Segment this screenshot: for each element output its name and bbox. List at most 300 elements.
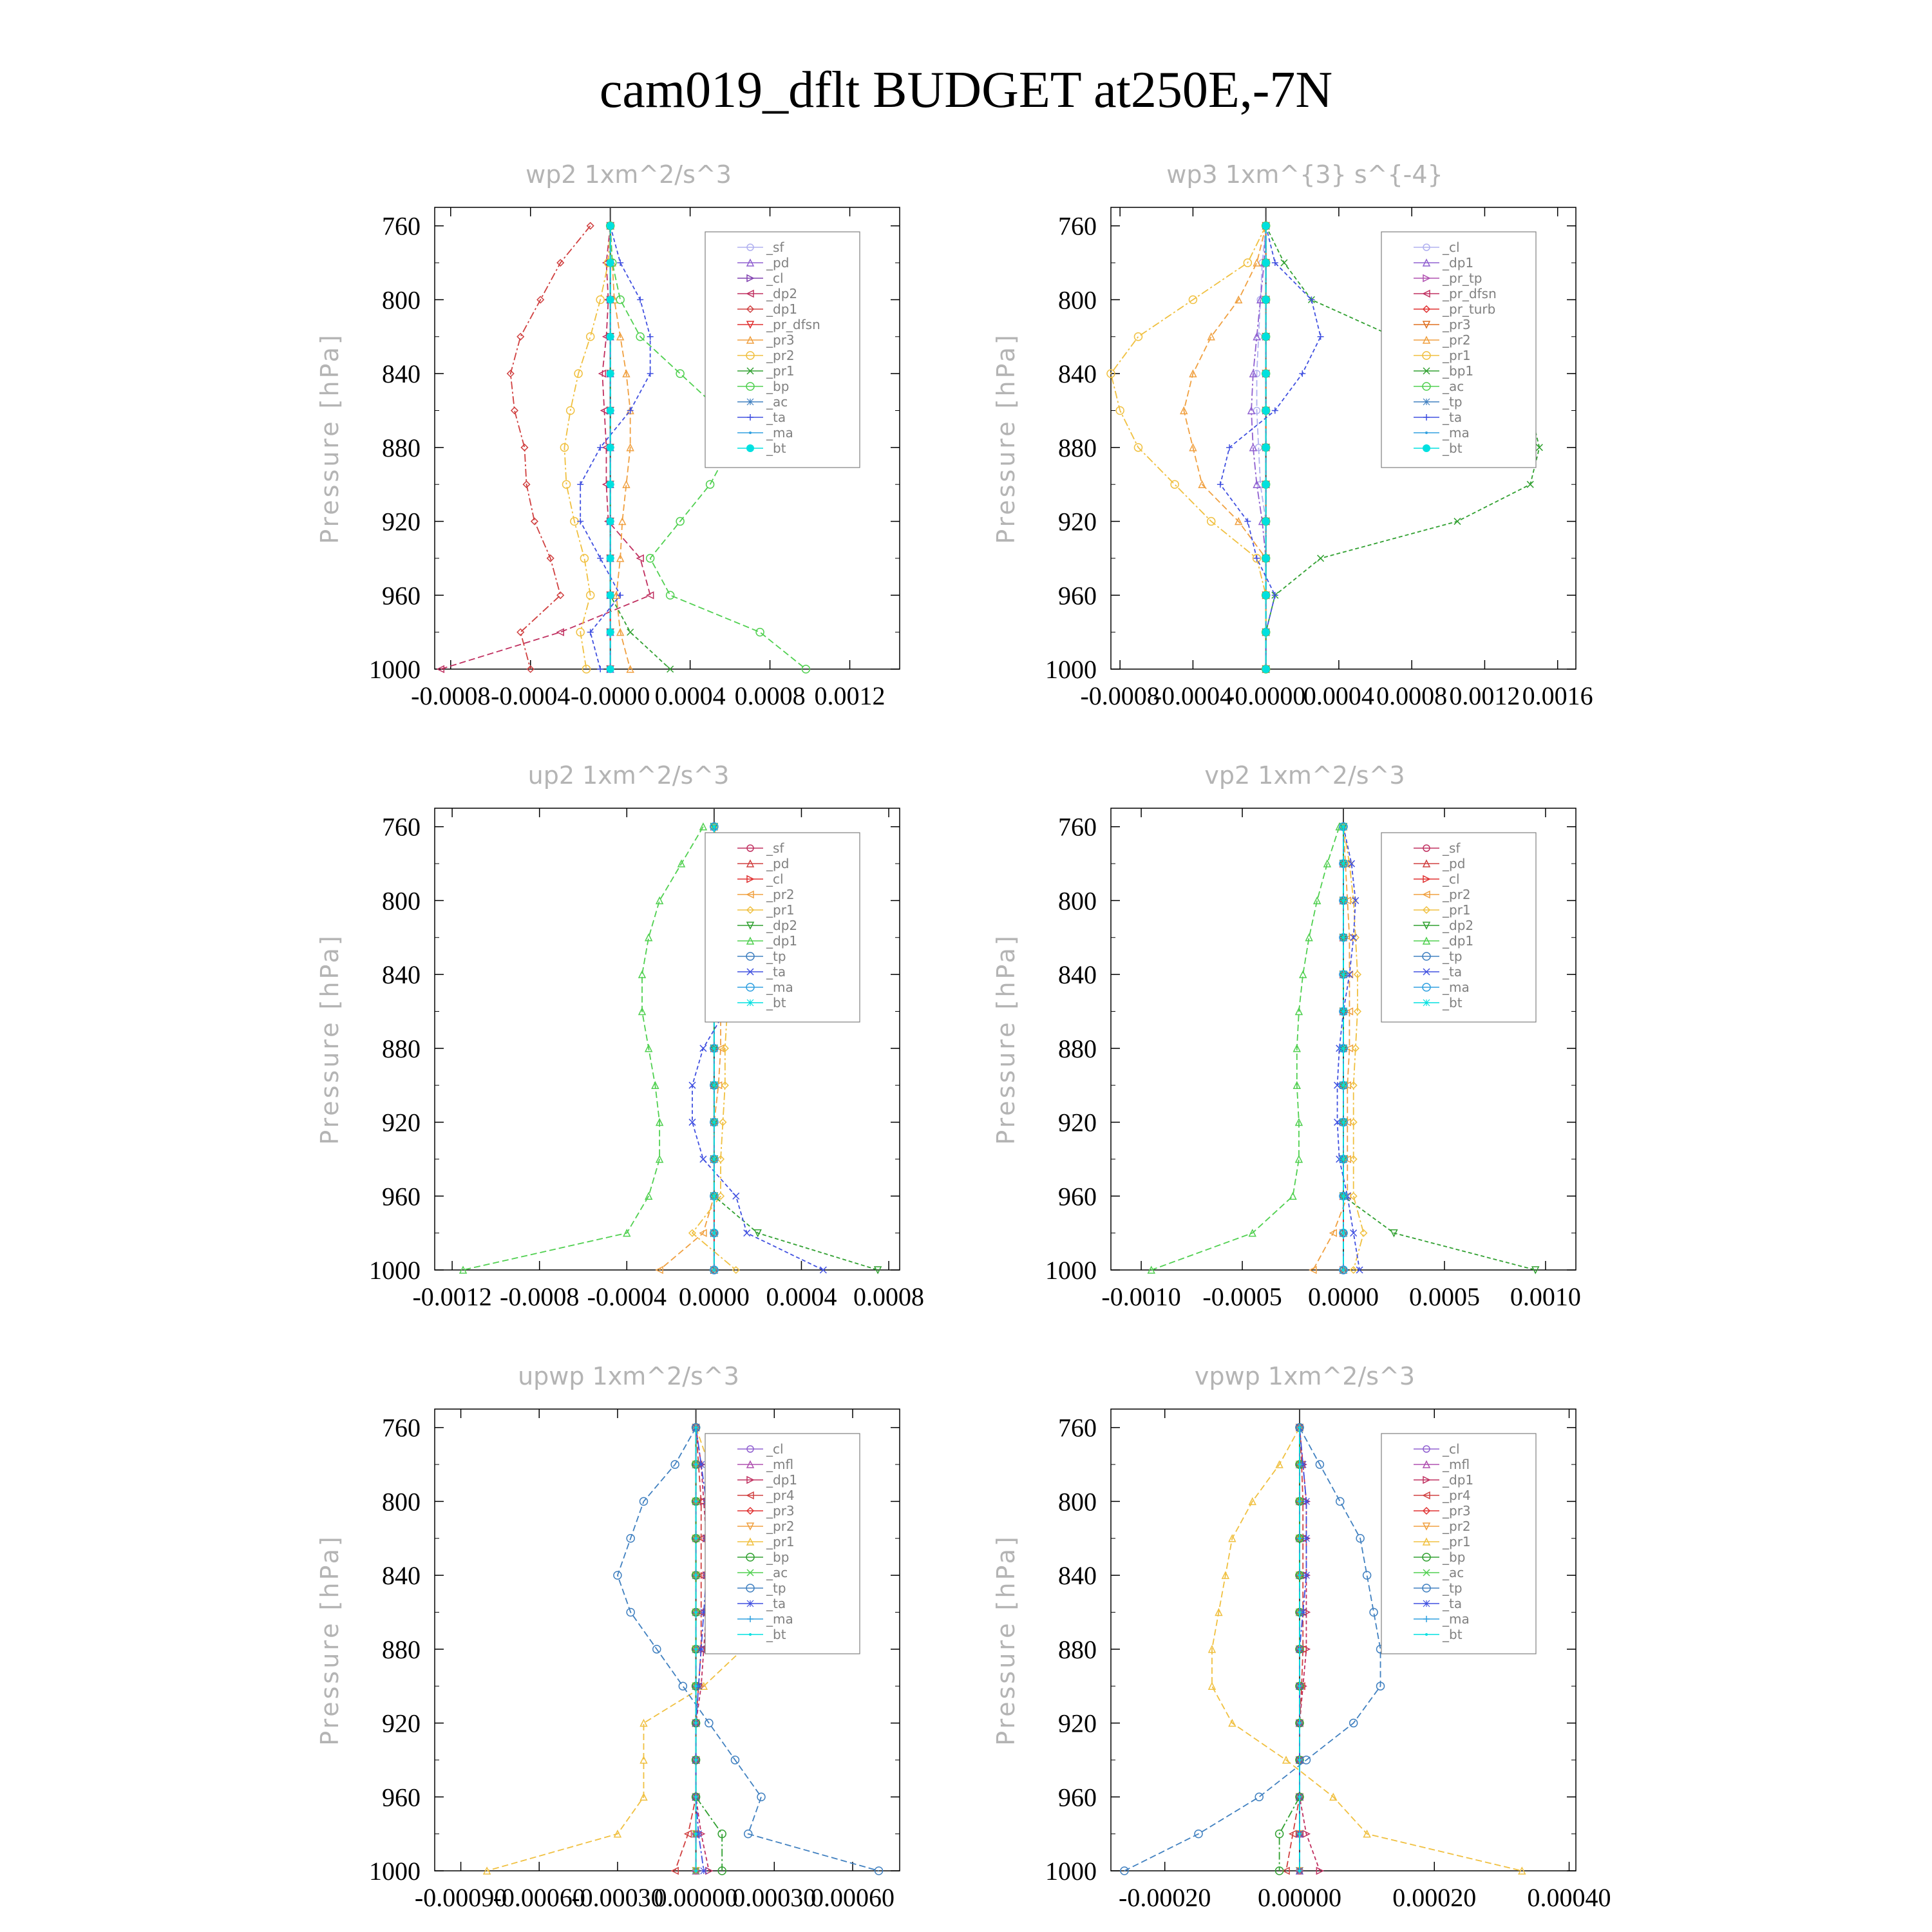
legend-label: _dp2 [766,918,798,933]
chart-marker [627,629,634,636]
legend [705,232,860,468]
chart-marker [1254,555,1260,562]
chart-marker [597,666,603,672]
y-tick-label: 960 [1058,581,1097,611]
legend-label: _ac [766,394,788,410]
chart-marker [695,1500,697,1502]
legend [1381,232,1536,468]
legend-label: _ac [766,1565,788,1580]
x-tick-label: 0.0012 [814,681,886,710]
chart-marker [577,518,583,525]
chart-marker [1262,222,1270,230]
y-tick-label: 760 [1058,1413,1097,1443]
chart-marker [695,1463,697,1466]
x-tick-label: -0.0004 [1153,681,1233,710]
series-tp [1121,1424,1385,1875]
y-tick-label: 920 [1058,1108,1097,1137]
chart-panel [992,1362,1611,1912]
series-line [440,226,650,669]
chart-marker [733,1193,739,1199]
legend-label: _pr1 [766,1534,795,1549]
legend-label: _ma [1443,425,1470,440]
x-tick-label: -0.0010 [1101,1282,1181,1311]
y-tick-label: 760 [382,1413,421,1443]
legend-label: _ma [766,980,793,995]
chart-marker [557,629,564,636]
series-line [511,226,591,669]
legend-label: _sf [766,240,784,255]
chart-marker [711,1156,717,1162]
y-tick-label: 840 [382,960,421,990]
chart-marker [1298,1795,1301,1798]
legend-label: _dp1 [766,933,798,949]
legend-label: _pr2 [766,1519,795,1534]
legend-label: _dp1 [766,301,798,317]
chart-marker [607,259,614,267]
chart-marker [749,431,752,434]
series-dp1 [460,824,706,1273]
x-tick-label: -0.00030 [571,1883,664,1912]
y-tick-label: 760 [382,211,421,241]
legend-label: _bp1 [1443,363,1474,379]
chart-marker [1318,555,1324,562]
legend-label: _bt [766,1627,786,1642]
legend-label: _pr1 [766,363,795,379]
chart-marker [700,1156,706,1162]
x-tick-label: -0.0004 [587,1282,667,1311]
chart-marker [1423,399,1430,405]
chart-marker [617,260,623,266]
chart-marker [607,333,614,341]
x-tick-label: -0.0000 [1226,681,1306,710]
y-tick-label: 840 [1058,359,1097,389]
x-tick-label: -0.0008 [411,681,491,710]
chart-marker [1340,897,1347,904]
legend-label: _pr2 [1443,1519,1471,1534]
chart-marker [1340,971,1347,978]
y-axis-label: Pressure [hPa] [992,332,1020,544]
legend-label: _pr1 [766,902,795,918]
y-tick-label: 960 [382,1182,421,1211]
chart-marker [1298,1611,1301,1613]
x-tick-label: -0.0008 [1080,681,1160,710]
legend-label: _ma [766,1611,793,1627]
chart-marker [1298,1574,1301,1577]
y-tick-label: 800 [1058,1487,1097,1517]
series-dp1 [1148,824,1343,1273]
chart-marker [1298,1870,1301,1872]
chart-marker [1298,1722,1301,1725]
legend-label: _cl [766,270,784,286]
legend-label: _pr1 [1443,902,1471,918]
chart-marker [1303,1498,1309,1504]
chart-marker [517,334,524,340]
x-tick-label: 0.0004 [654,681,726,710]
chart-marker [700,1045,706,1052]
legend-label: _pr1 [1443,1534,1471,1549]
legend-label: _bt [1443,440,1463,456]
panel-title: vp2 1xm^2/s^3 [1204,761,1405,790]
chart-marker [711,824,717,830]
panel-title: wp3 1xm^{3} s^{-4} [1166,160,1443,189]
chart-marker [676,370,684,377]
y-tick-label: 1000 [369,1256,421,1285]
legend-label: _pd [766,255,790,270]
chart-marker [1454,518,1461,525]
chart-marker [1423,999,1430,1006]
x-tick-label: -0.00090 [414,1883,507,1912]
chart-marker [639,971,645,978]
panel-title: vpwp 1xm^2/s^3 [1194,1362,1416,1390]
legend-label: _pr1 [1443,348,1471,363]
legend-label: _dp1 [1443,933,1474,949]
legend-label: _ta [1443,964,1463,980]
legend-label: _tp [766,1580,786,1596]
x-tick-label: 0.0016 [1522,681,1593,710]
chart-marker [1340,1119,1347,1126]
legend-label: _pr_turb [1443,301,1496,317]
y-tick-label: 800 [1058,886,1097,916]
chart-marker [695,1574,697,1577]
chart-marker [607,665,614,673]
chart-marker [695,1685,697,1687]
chart-marker [607,480,614,488]
series-line [463,827,703,1270]
chart-marker [1298,1833,1301,1835]
chart-marker [1262,444,1270,451]
chart-marker [1290,1193,1296,1199]
legend-label: _cl [1443,871,1460,887]
chart-panel [316,160,900,710]
legend-label: _pr2 [1443,332,1471,348]
chart-marker [607,370,614,377]
chart-marker [695,1795,697,1798]
chart-marker [1340,1045,1347,1052]
chart-marker [1303,1535,1309,1542]
y-tick-label: 1000 [369,1857,421,1886]
y-tick-label: 800 [382,285,421,315]
legend [705,1434,860,1654]
chart-marker [1262,370,1270,377]
y-tick-label: 800 [382,1487,421,1517]
chart-marker [1423,444,1430,452]
x-tick-label: 0.00060 [810,1883,895,1912]
legend-label: _tp [1443,394,1463,410]
legend-label: _dp1 [766,1472,798,1488]
chart-marker [1262,665,1270,673]
chart-marker [756,629,764,636]
chart-marker [711,1267,717,1273]
x-tick-label: -0.0005 [1202,1282,1282,1311]
y-tick-label: 760 [1058,812,1097,842]
y-tick-label: 880 [382,1034,421,1063]
x-tick-label: -0.0012 [412,1282,492,1311]
chart-marker [746,444,754,452]
legend-label: _pr_tp [1443,270,1482,286]
legend-label: _pr2 [766,348,795,363]
chart-marker [1262,518,1270,526]
y-tick-label: 880 [1058,1034,1097,1063]
legend [1381,1434,1536,1654]
chart-marker [597,555,603,562]
x-tick-label: 0.0008 [1376,681,1448,710]
chart-marker [667,591,674,599]
series-line [580,226,650,669]
chart-marker [1262,406,1270,414]
chart-marker [695,1426,697,1429]
legend-label: _dp1 [1443,1472,1474,1488]
series-line [611,226,670,669]
legend-label: _pr3 [1443,1503,1471,1519]
x-tick-label: -0.00060 [493,1883,585,1912]
y-tick-label: 880 [1058,433,1097,462]
legend-label: _cl [1443,1441,1460,1457]
chart-marker [607,518,614,526]
legend-label: _pr3 [766,1503,795,1519]
chart-marker [1298,1648,1301,1651]
legend-label: _bt [766,440,786,456]
legend-label: _ta [766,410,786,425]
y-tick-label: 1000 [1045,655,1097,684]
y-tick-label: 920 [382,507,421,536]
x-tick-label: -0.0004 [491,681,571,710]
chart-marker [1340,934,1347,941]
x-tick-label: 0.0005 [1408,1282,1480,1311]
y-tick-label: 840 [1058,1561,1097,1591]
series-line [1124,1428,1381,1871]
chart-marker [711,1193,717,1199]
legend [1381,833,1536,1022]
legend-label: _mfl [1443,1457,1470,1472]
chart-marker [679,1682,687,1690]
chart-marker [607,554,614,562]
chart-panel [992,761,1581,1311]
chart-marker [1171,480,1179,488]
legend-label: _ma [1443,1611,1470,1627]
chart-marker [647,334,654,340]
chart-marker [587,333,594,341]
y-tick-label: 880 [1058,1634,1097,1664]
chart-marker [747,1600,753,1607]
y-tick-label: 920 [1058,1709,1097,1738]
x-tick-label: 0.00000 [654,1883,738,1912]
legend-label: _pr2 [1443,887,1471,902]
chart-marker [1134,333,1142,341]
legend-label: _pd [1443,856,1466,871]
legend-label: _tp [1443,1580,1463,1596]
legend-label: _pr_dfsn [766,317,820,332]
legend-label: _ac [1443,1565,1464,1580]
y-tick-label: 840 [382,1561,421,1591]
chart-marker [747,999,753,1006]
chart-marker [1299,370,1305,377]
chart-marker [1262,629,1270,636]
y-axis-label: Pressure [hPa] [316,332,344,544]
series-pr1 [1107,222,1270,673]
chart-marker [647,592,654,598]
chart-marker [1340,824,1347,830]
chart-marker [640,1757,647,1763]
y-tick-label: 760 [382,812,421,842]
chart-marker [744,1230,750,1236]
legend-label: _dp1 [1443,255,1474,270]
chart-panel [316,761,924,1311]
chart-marker [695,1870,697,1872]
legend-label: _tp [766,949,786,964]
legend-label: _bp [1443,1549,1466,1565]
chart-marker [695,1759,697,1761]
y-tick-label: 880 [382,1634,421,1664]
chart-marker [1262,591,1270,599]
x-tick-label: -0.0008 [500,1282,580,1311]
chart-marker [1209,1683,1215,1689]
y-tick-label: 840 [382,359,421,389]
legend-label: _bt [1443,1627,1463,1642]
chart-marker [1298,1500,1301,1502]
legend-label: _cl [766,871,784,887]
x-tick-label: 0.00030 [732,1883,817,1912]
chart-marker [656,897,663,904]
legend-label: _dp2 [1443,918,1474,933]
chart-marker [607,629,614,636]
chart-marker [1425,431,1428,434]
x-tick-label: 0.0012 [1449,681,1520,710]
chart-marker [1336,1497,1344,1505]
chart-marker [1340,860,1347,867]
panel-title: up2 1xm^2/s^3 [527,761,730,790]
chart-marker [1303,1572,1309,1578]
y-tick-label: 920 [382,1709,421,1738]
chart-marker [711,1082,717,1088]
chart-marker [695,1611,697,1613]
chart-marker [1318,334,1324,340]
y-tick-label: 920 [382,1108,421,1137]
chart-marker [1262,296,1270,303]
chart-marker [1262,554,1270,562]
panel-title: wp2 1xm^2/s^3 [526,160,732,189]
chart-marker [607,222,614,230]
legend-label: _mfl [766,1457,794,1472]
chart-marker [1340,1230,1347,1236]
legend-label: _pr3 [1443,317,1471,332]
chart-marker [637,296,643,303]
chart-marker [1262,259,1270,267]
legend-label: _ma [766,425,793,440]
legend-label: _cl [1443,240,1460,255]
y-tick-label: 800 [1058,285,1097,315]
legend-label: _tp [1443,949,1463,964]
chart-marker [1423,1600,1430,1607]
chart-marker [607,296,614,303]
legend-label: _ta [1443,410,1463,425]
y-axis-label: Pressure [hPa] [992,1534,1020,1746]
x-tick-label: 0.0004 [766,1282,837,1311]
chart-marker [1281,260,1287,266]
legend-label: _pr4 [766,1488,795,1503]
legend-label: _ac [1443,379,1464,394]
series-line [1151,827,1340,1270]
y-tick-label: 960 [382,1783,421,1812]
legend-label: _pd [766,856,790,871]
series-dp1 [507,223,594,672]
chart-marker [695,1833,697,1835]
y-tick-label: 880 [382,433,421,462]
y-axis-label: Pressure [hPa] [992,933,1020,1145]
chart-marker [577,481,583,488]
legend-label: _pr3 [766,332,795,348]
y-tick-label: 1000 [1045,1857,1097,1886]
y-tick-label: 760 [1058,211,1097,241]
chart-marker [617,592,623,598]
legend [705,833,860,1022]
x-tick-label: 0.0008 [734,681,806,710]
legend-label: _bp [766,379,790,394]
chart-marker [647,370,654,377]
x-tick-label: 0.0000 [1308,1282,1379,1311]
y-axis-label: Pressure [hPa] [316,1534,344,1746]
y-tick-label: 960 [382,581,421,611]
x-tick-label: 0.0004 [1303,681,1374,710]
chart-marker [1272,407,1278,413]
chart-marker [1340,1008,1347,1014]
chart-marker [1340,1267,1347,1273]
chart-marker [757,1793,765,1801]
chart-marker [1217,481,1224,488]
x-tick-label: 0.00040 [1527,1883,1611,1912]
chart-marker [607,444,614,451]
x-tick-label: 0.0000 [678,1282,750,1311]
y-tick-label: 1000 [369,655,421,684]
chart-marker [1298,1463,1301,1466]
chart-panel [316,1362,900,1912]
legend-label: _pr4 [1443,1488,1471,1503]
chart-panel [992,160,1593,710]
chart-marker [711,1119,717,1126]
legend-label: _bp [766,1549,790,1565]
legend-label: _ma [1443,980,1470,995]
chart-marker [1298,1426,1301,1429]
y-tick-label: 920 [1058,507,1097,536]
chart-marker [607,591,614,599]
chart-marker [1298,1537,1301,1540]
legend-label: _ta [1443,1596,1463,1611]
chart-marker [711,1045,717,1052]
chart-marker [1262,333,1270,341]
chart-marker [1262,480,1270,488]
y-tick-label: 800 [382,886,421,916]
legend-label: _bt [766,995,786,1010]
legend-label: _dp2 [766,286,798,301]
series-ta [1217,223,1324,672]
y-tick-label: 960 [1058,1182,1097,1211]
y-tick-label: 840 [1058,960,1097,990]
chart-marker [607,406,614,414]
figure-title: cam019_dflt BUDGET at250E,-7N [599,62,1333,118]
legend-label: _pr2 [766,887,795,902]
x-tick-label: -0.0000 [571,681,650,710]
chart-marker [1298,1759,1301,1761]
legend-label: _sf [766,840,784,856]
chart-marker [1298,1685,1301,1687]
chart-marker [1425,1633,1428,1636]
legend-label: _sf [1443,840,1461,856]
x-tick-label: 0.00000 [1257,1883,1341,1912]
chart-marker [695,1722,697,1725]
x-tick-label: 0.0010 [1510,1282,1581,1311]
legend-label: _ta [766,1596,786,1611]
chart-marker [1340,1156,1347,1162]
x-tick-label: 0.00020 [1392,1883,1477,1912]
